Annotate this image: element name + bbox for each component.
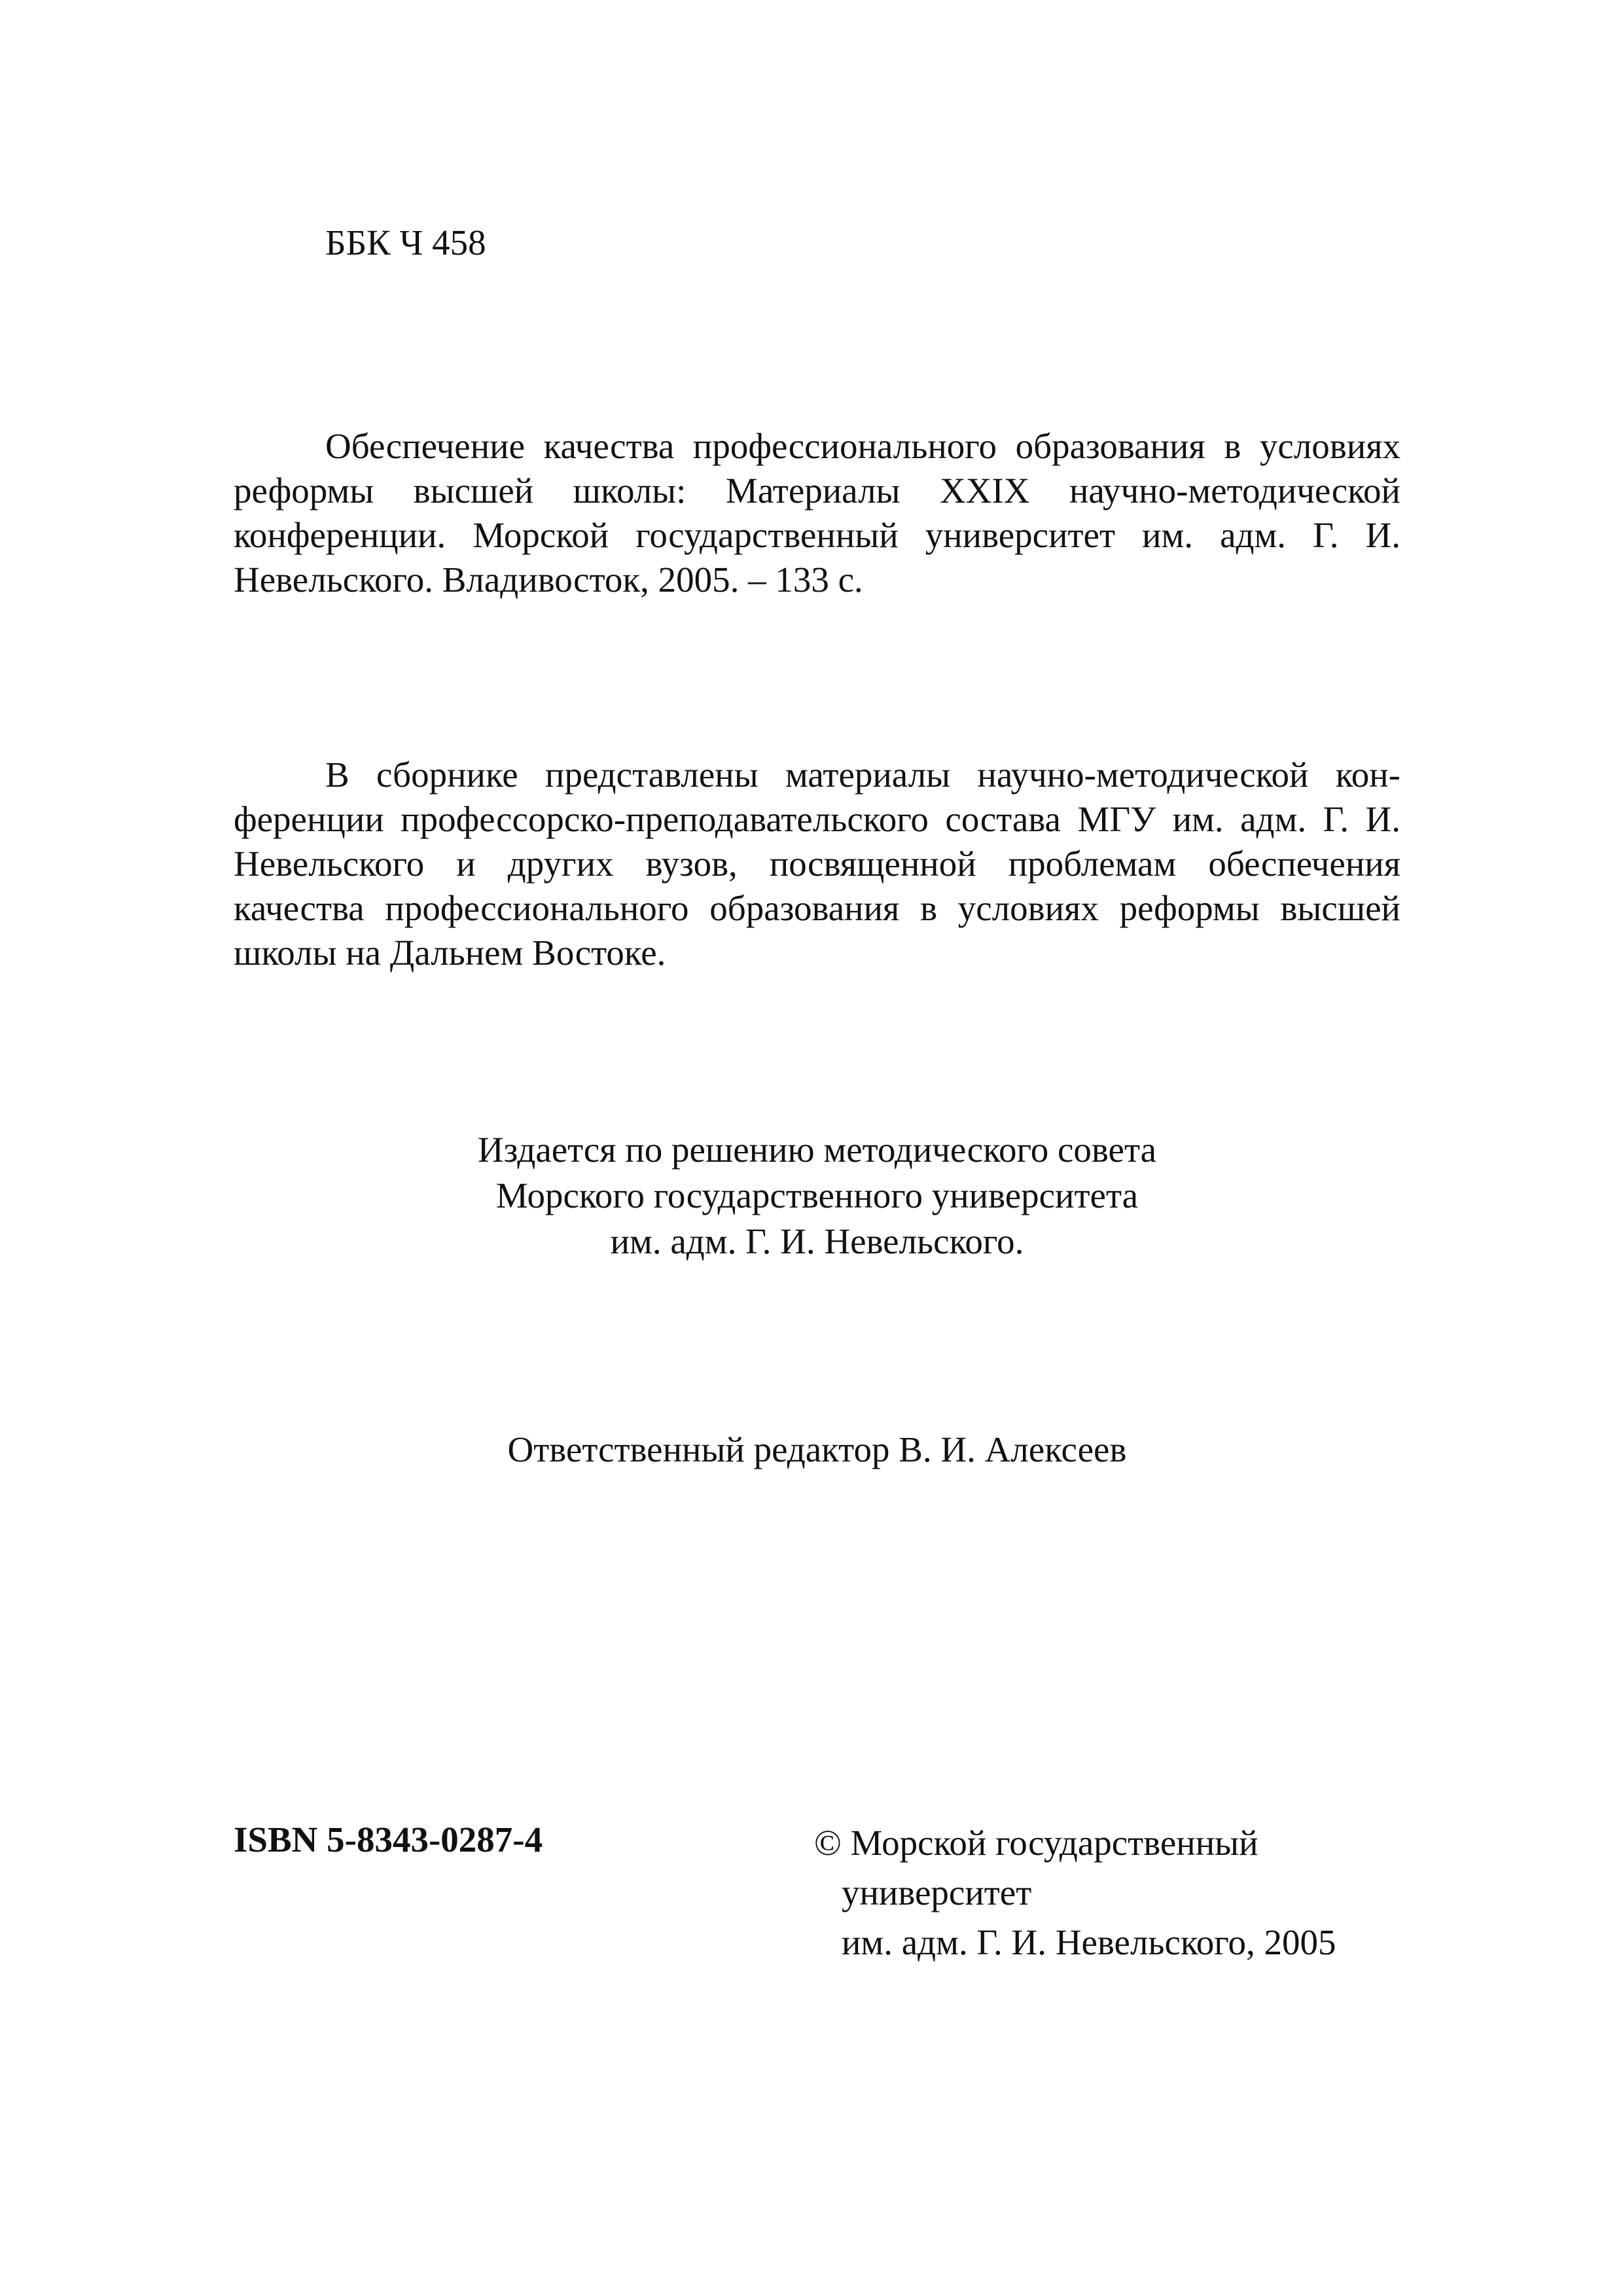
copyright-notice — [814, 1818, 1336, 1967]
publication-note-line: Морского государственного университета — [495, 1175, 1139, 1215]
annotation-paragraph: В сборнике представлены материалы научно-методической конференции профессорско-преподавательского состава МГУ им. адм. Г. И. Невельского и других вузов, посвященной проблемам обеспечения качества профессионального образования в условиях реформы высшей школы на Дальнем Востоке. — [234, 755, 1400, 973]
copyright-line: © Морской государственный — [814, 1823, 1258, 1863]
isbn-number: ISBN 5-8343-0287-4 — [234, 1820, 543, 1859]
publication-note-line: Издается по решению методического совета — [477, 1130, 1157, 1170]
responsible-editor: Ответственный редактор В. И. Алексеев — [507, 1429, 1127, 1469]
copyright-line: университет — [842, 1873, 1032, 1912]
bibliographic-description: Обеспечение качества профессионального образования в условиях реформы высшей школы: Материалы XXIX научно-методической конференции. Морской государственный университет им. адм. Г. И. Невельского. Владивосток, 2005. – 133 с. — [234, 426, 1400, 600]
publication-note-line: им. адм. Г. И. Невельского. — [610, 1221, 1024, 1261]
publication-note — [234, 1127, 1400, 1265]
copyright-line: им. адм. Г. И. Невельского, 2005 — [842, 1922, 1336, 1962]
bbk-index: ББК Ч 458 — [325, 223, 486, 262]
